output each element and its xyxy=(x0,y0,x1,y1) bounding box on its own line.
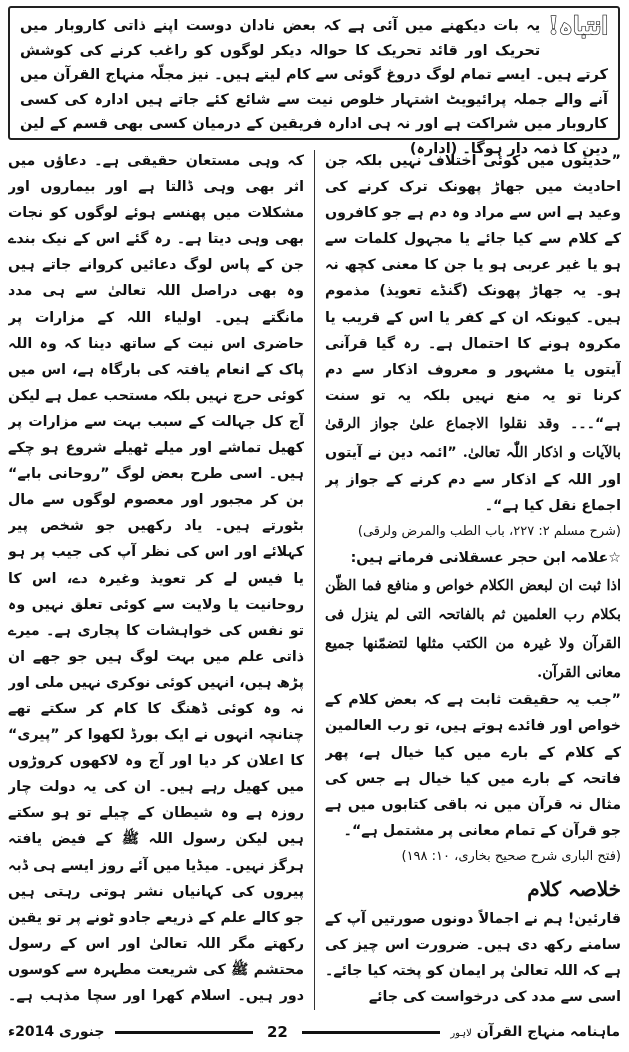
left-body-text: کہ وہی مستعان حقیقی ہے۔ دعاؤں میں اثر بھی وہی ڈالتا ہے اور بیماروں اور مشکلات میں پھنسے ہوئے لوگوں کو نجات بھی وہی دیتا ہے۔ رہ گئے اس کے نیک بندے جن کے پاس لوگ دعائیں کروانے جاتے ہیں وہ بھی دراصل اللہ تعالیٰ سے ہی مدد مانگتے ہیں۔ اولیاء اللہ کے مزارات پر حاضری اس نیت کے ساتھ دینا کہ وہ اللہ پاک کے انعام یافتہ کی بارگاہ ہے، اس میں کوئی حرج نہیں بلکہ مستحب عمل ہے لیکن آج کل جہالت کے سبب بہت سے مزارات پر کھیل تماشے اور میلے ٹھیلے شروع ہو چکے ہیں۔ اسی طرح بعض لوگ ”روحانی بابے“ بن کر مجبور اور معصوم لوگوں سے مال بٹورتے ہیں۔ یاد رکھیں جو شخص پیر کہلائے اور اس کی نظر آپ کی جیب پر ہو یا فیس لے کر تعویذ وغیرہ دے، اس کا روحانیت یا ولایت سے کوئی تعلق نہیں وہ تو نفس کی خواہشات کا پجاری ہے۔ میرے ذاتی علم میں بہت لوگ ہیں جو جھے ان پڑھ ہیں، انہیں کوئی نوکری نہیں ملی اور نہ وہ کوئی ڈھنگ کا کام کر سکتے تھے چنانچہ انہوں نے ایک بورڈ لکھوا کر ”پیری“ کا اعلان کر دیا اور آج وہ لاکھوں کروڑوں میں کھیل رہے ہیں۔ ان کی یہ دولت چار روزہ ہے وہ شیطان کے چیلے تو ہو سکتے ہیں لیکن رسول اللہ ﷺ کے فیض یافتہ ہرگز نہیں۔ میڈیا میں آئے روز ایسے ہی ڈبہ پیروں کی کہانیاں نشر ہوتی رہتی ہیں جو کالے علم کے ذریعے جادو ٹونے پر تو یقین رکھتے مگر اللہ تعالیٰ اور اس کے رسول محتشم ﷺ کی شریعت مطہرہ سے کوسوں دور ہیں۔ اسلام کھرا اور سچا مذہب ہے۔ xyxy=(8,153,304,1004)
magazine-name xyxy=(450,1024,620,1040)
ibn-hajar-intro: ☆علامہ ابن حجر عسقلانی فرماتے ہیں: xyxy=(350,550,621,567)
page-number: 22 xyxy=(266,1023,288,1041)
column-divider xyxy=(314,150,315,1010)
arabic-ijma-quote: وقد نقلوا الاجماع علیٰ جواز الرقیٰ بالآیات و اذکار اللّٰہ تعالیٰ. xyxy=(325,414,621,461)
right-column xyxy=(325,148,621,1010)
magazine-title: ماہنامہ منہاج القرآن xyxy=(476,1024,620,1040)
reference-sharh-muslim: (شرح مسلم ۲: ۲۲۷، باب الطب والمرض ولرقی) xyxy=(357,524,621,540)
arabic-ibn-hajar-quote: اذا ثبت ان لبعض الکلام خواص و منافع فما الظّن بکلام رب العلمین ثم بالفاتحہ التی لم ینزل فی القرآن ولا غیرہ من الکتب مثلھا لتضمّنھا جمیع معانی القرآن. xyxy=(325,577,621,682)
notice-signature: (ادارہ) xyxy=(409,140,458,157)
conclusion-text: قارئین! ہم نے اجمالاً دونوں صورتیں آپ کے سامنے رکھ دی ہیں۔ ضرورت اس چیز کی ہے کہ اللہ تعالیٰ پر ایمان کو پختہ کیا جائے۔ اسی سے مدد کی درخواست کی جائے xyxy=(325,910,621,1006)
ibn-hajar-translation: ”جب یہ حقیقت ثابت ہے کہ بعض کلام کے خواص اور فائدے ہوتے ہیں، تو رب العالمین کے کلام کے بارے میں کیا خیال ہے، پھر فاتحہ کے بارے میں کیا خیال ہے جس کی مثال نہ قرآن میں نہ باقی کتابوں میں ہے جو قرآن کے تمام معانی پر مشتمل ہے“۔ xyxy=(325,692,621,839)
notice-body: یہ بات دیکھنے میں آئی ہے کہ بعض نادان دوست اپنے ذاتی کاروبار میں تحریک اور قائد تحریک کا حوالہ دیکر لوگوں کو راغب کرنے کی کوشش کرتے ہیں۔ ایسے تمام لوگ دروغ گوئی سے کام لیتے ہیں۔ نیز مجلّہ منہاج القرآن میں آنے والے جملہ پرائیویٹ اشتہار خلوص نیت سے شائع کئے جاتے ہیں ادارہ کی کسی کاروبار میں شراکت ہے اور نہ ہی ادارہ فریقین کے درمیان کسی بھی قسم کے لین دین کا ذمہ دار ہوگا۔ xyxy=(20,18,608,157)
notice-title: انتباہ! xyxy=(548,11,608,40)
left-column xyxy=(8,148,304,1010)
hadith-explanation: ”حدیثوں میں کوئی اختلاف نہیں بلکہ جن احادیث میں جھاڑ پھونک ترک کرنے کی وعید ہے اس سے مراد وہ دم ہے جو کافروں کے کلام سے کیا جائے یا مجہول کلمات سے ہو یا غیر عربی ہو یا جن کا معنی کچھ نہ ہو۔ یہ جھاڑ پھونک (گنڈے تعویذ) مذموم ہیں۔ کیونکہ ان کے کفر یا اس کے قریب یا مکروہ ہونے کا احتمال ہے۔ رہ گیا قرآنی آیتوں یا مشہور و معروف اذکار سے دم کرنا تو یہ منع نہیں بلکہ یہ تو سنت ہے“۔۔۔ xyxy=(325,153,621,432)
reference-fath-al-bari: (فتح الباری شرح صحیح بخاری، ۱۰: ۱۹۸) xyxy=(401,848,621,864)
page-footer xyxy=(8,1020,620,1044)
footer-rule-right xyxy=(302,1031,440,1034)
magazine-city: لاہور xyxy=(450,1028,472,1039)
footer-rule-left xyxy=(115,1031,253,1034)
issue-date: جنوری 2014ء xyxy=(8,1024,105,1040)
section-heading: خلاصہ کلام xyxy=(527,876,621,901)
ijma-translation: ”ائمہ دین نے آیتوں اور اللہ کے اذکار سے دم کرنے کے جواز پر اجماع نقل کیا ہے“۔ xyxy=(325,444,621,515)
notice-box xyxy=(8,6,620,157)
